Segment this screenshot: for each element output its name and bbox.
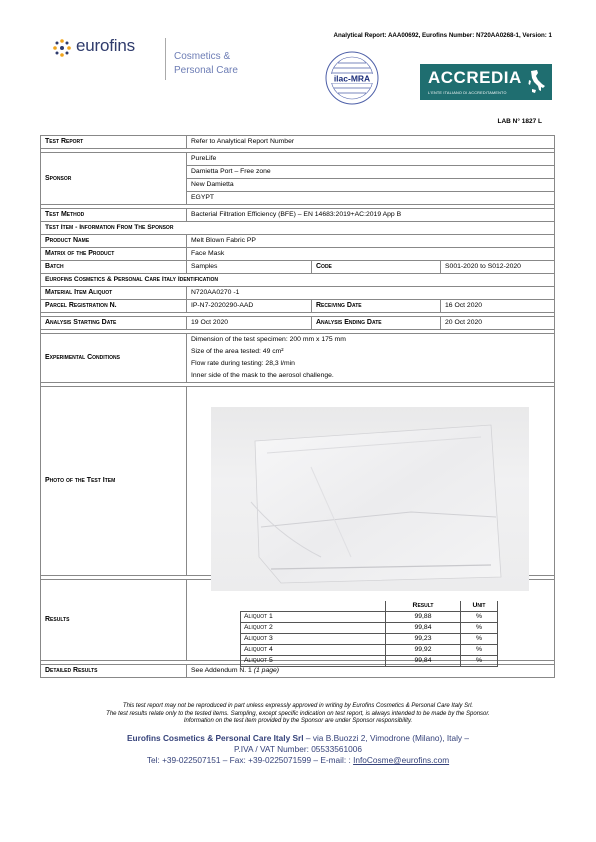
company-address-line [0, 733, 596, 744]
code-value: S001-2020 to S012-2020 [441, 261, 555, 274]
eurofins-wordmark: eurofins [76, 36, 135, 55]
result-column-header: Result [386, 601, 461, 612]
table-row [241, 656, 498, 667]
italy-map-icon [528, 69, 546, 95]
aliquot-name: Aliquot 2 [241, 623, 386, 634]
email-link[interactable]: InfoCosme@eurofins.com [353, 755, 450, 765]
accredia-logo [420, 64, 552, 100]
detailed-results-label: Detailed Results [41, 665, 187, 678]
eurofins-dots-icon [52, 38, 72, 58]
test-report-value: Refer to Analytical Report Number [187, 136, 555, 149]
detailed-results-pages: (1 page) [253, 667, 280, 674]
aliquot-unit: % [461, 656, 498, 667]
receiving-date-value: 16 Oct 2020 [441, 300, 555, 313]
contact-line [0, 755, 596, 766]
analysis-start-label: Analysis Starting Date [41, 317, 187, 330]
receiving-date-label: Receiving Date [312, 300, 441, 313]
table-row [241, 634, 498, 645]
sponsor-line: New Damietta [187, 179, 555, 192]
parcel-registration-value: IP-N7-2020290-AAD [187, 300, 312, 313]
results-header-blank [241, 601, 386, 612]
matrix-value: Face Mask [187, 248, 555, 261]
condition-line: Dimension of the test specimen: 200 mm x 175 mm [191, 336, 346, 343]
condition-line: Inner side of the mask to the aerosol challenge. [191, 372, 334, 379]
disclaimer [0, 703, 596, 726]
sponsor-label: Sponsor [41, 153, 187, 205]
accredia-title: ACCREDIA [428, 68, 522, 87]
unit-column-header: Unit [461, 601, 498, 612]
material-aliquot-label: Material Item Aliquot [41, 287, 187, 300]
company-footer [0, 733, 596, 766]
aliquot-unit: % [461, 645, 498, 656]
aliquot-name: Aliquot 3 [241, 634, 386, 645]
ilac-text: ilac-MRA [333, 73, 371, 84]
test-method-value: Bacterial Filtration Efficiency (BFE) – EN 14683:2019+AC:2019 App B [187, 209, 555, 222]
company-name: Eurofins Cosmetics & Personal Care Italy Srl [126, 733, 304, 743]
aliquot-result: 99,84 [386, 623, 461, 634]
disclaimer-line: This test report may not be reproduced in part unless expressly approved in writing by Eurofins Cosmetics & Personal Care Italy Srl. [122, 703, 474, 709]
results-label: Results [41, 580, 187, 661]
batch-label: Batch [41, 261, 187, 274]
material-aliquot-value: N720AA0270 -1 [187, 287, 555, 300]
aliquot-result: 99,23 [386, 634, 461, 645]
parcel-registration-label: Parcel Registration N. [41, 300, 187, 313]
matrix-label: Matrix of the Product [41, 248, 187, 261]
aliquot-name: Aliquot 4 [241, 645, 386, 656]
code-label: Code [312, 261, 441, 274]
sponsor-line: EGYPT [187, 192, 555, 205]
product-name-label: Product Name [41, 235, 187, 248]
test-method-label: Test Method [41, 209, 187, 222]
sponsor-line: Damietta Port – Free zone [187, 166, 555, 179]
condition-line: Flow rate during testing: 28,3 l/min [191, 360, 295, 367]
results-table [240, 601, 498, 667]
condition-line: Size of the area tested: 49 cm² [191, 348, 284, 355]
aliquot-unit: % [461, 612, 498, 623]
company-address: – via B.Buozzi 2, Vimodrone (Milano), Italy – [303, 733, 469, 743]
analysis-end-value: 20 Oct 2020 [441, 317, 555, 330]
lab-number: LAB N° 1827 L [497, 118, 542, 125]
experimental-conditions-label: Experimental Conditions [41, 334, 187, 383]
logo-separator [165, 38, 166, 80]
aliquot-result: 99,84 [386, 656, 461, 667]
aliquot-result: 99,92 [386, 645, 461, 656]
table-row [241, 645, 498, 656]
aliquot-result: 99,88 [386, 612, 461, 623]
aliquot-unit: % [461, 623, 498, 634]
analysis-start-value: 19 Oct 2020 [187, 317, 312, 330]
table-row [241, 623, 498, 634]
mask-fabric-image [211, 407, 529, 591]
contact-phones: Tel: +39-022507151 – Fax: +39-0225071599 – E-mail: : [146, 755, 354, 765]
batch-value: Samples [187, 261, 312, 274]
analysis-end-label: Analysis Ending Date [312, 317, 441, 330]
test-item-photo [211, 407, 529, 591]
aliquot-unit: % [461, 634, 498, 645]
aliquot-name: Aliquot 1 [241, 612, 386, 623]
aliquot-name: Aliquot 5 [241, 656, 386, 667]
ilac-mra-logo [320, 50, 384, 106]
test-item-header: Test Item - Information From The Sponsor [41, 222, 555, 235]
eurofins-identification-header: Eurofins Cosmetics & Personal Care Italy Identification [41, 274, 555, 287]
experimental-conditions-value [187, 334, 555, 383]
detailed-results-text: See Addendum N. 1 [191, 667, 252, 674]
logo-subtitle-line-2: Personal Care [174, 65, 238, 76]
sponsor-line: PureLife [187, 153, 555, 166]
disclaimer-line: The test results relate only to the tested items. Sampling, except specific indication on test report, is always intended to be made by the Sponsor. [106, 710, 490, 717]
photo-label: Photo of the Test Item [41, 387, 187, 576]
product-name-value: Melt Blown Fabric PP [187, 235, 555, 248]
disclaimer-line: Information on the test item provided by the Sponsor are under Sponsor responsibility. [183, 718, 413, 724]
report-header-line: Analytical Report: AAA00692, Eurofins Number: N720AA0268-1, Version: 1 [333, 32, 552, 39]
test-report-label: Test Report [41, 136, 187, 149]
accredia-subtitle: L'ENTE ITALIANO DI ACCREDITAMENTO [428, 91, 507, 95]
logo-subtitle-line-1: Cosmetics & [174, 51, 231, 62]
logo-subtitle [174, 50, 238, 78]
table-row [241, 612, 498, 623]
vat-number: P.IVA / VAT Number: 05533561006 [234, 744, 362, 754]
